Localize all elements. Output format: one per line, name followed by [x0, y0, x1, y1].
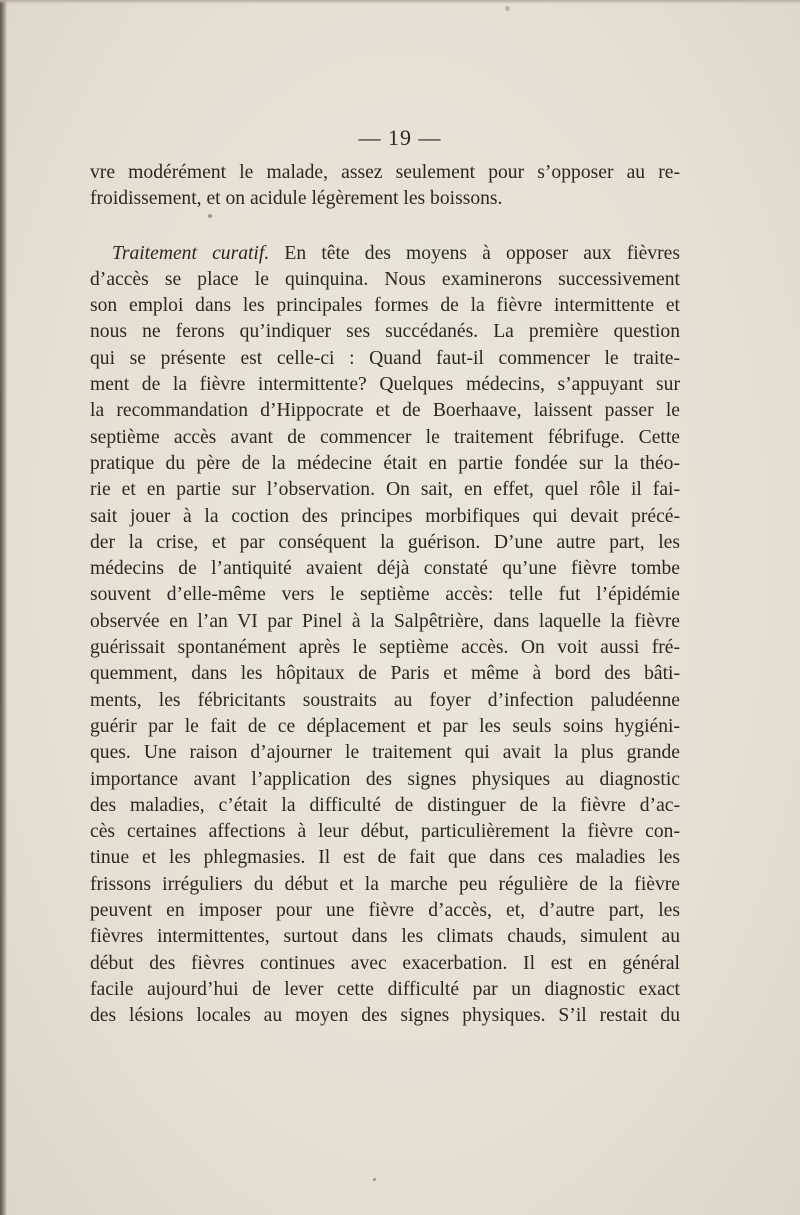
text-line: ments, les fébricitants soustraits au foyer d’infection paludéenne	[90, 689, 680, 711]
ink-speck	[505, 6, 510, 11]
text-line: qui se présente est celle-ci : Quand faut-il commencer le traite-	[90, 347, 680, 369]
page-top-edge	[0, 0, 800, 4]
text-line: son emploi dans les principales formes de la fièvre intermittente et	[90, 295, 680, 317]
body-text	[90, 160, 680, 1030]
text-line: vre modérément le malade, assez seulement pour s’opposer au re-	[90, 162, 680, 183]
section-heading: Traitement curatif.	[112, 242, 270, 264]
text-line: peuvent en imposer pour une fièvre d’accès, et, d’autre part, les	[90, 900, 680, 922]
text-line: ques. Une raison d’ajourner le traitement qui avait la plus grande	[90, 742, 680, 764]
text-line: observée en l’an VI par Pinel à la Salpêtrière, dans laquelle la fièvre	[90, 610, 680, 632]
paragraph-1	[90, 160, 680, 213]
text-line: guérissait spontanément après le septième accès. On voit aussi fré-	[90, 637, 680, 659]
text-line: rie et en partie sur l’observation. On sait, en effet, quel rôle il fai-	[90, 479, 680, 501]
text-line: septième accès avant de commencer le traitement fébrifuge. Cette	[90, 426, 680, 448]
paragraph-2	[90, 241, 680, 1030]
text-line: d’accès se place le quinquina. Nous examinerons successivement	[90, 268, 680, 290]
text-line: souvent d’elle-même vers le septième accès: telle fut l’épidémie	[90, 584, 680, 606]
text-line: pratique du père de la médecine était en partie fondée sur la théo-	[90, 452, 680, 474]
text-line-first	[90, 241, 680, 267]
text-line: froidissement, et on acidule légèrement les boissons.	[90, 188, 503, 210]
paragraph-gap	[90, 213, 680, 241]
text-line: début des fièvres continues avec exacerbation. Il est en général	[90, 952, 680, 974]
text-line: la recommandation d’Hippocrate et de Boerhaave, laissent passer le	[90, 400, 680, 422]
text-line: frissons irréguliers du début et la marche peu régulière de la fièvre	[90, 873, 680, 895]
binding-edge	[0, 0, 7, 1215]
text-line: cès certaines affections à leur début, particulièrement la fièvre con-	[90, 821, 680, 843]
text-line: des maladies, c’était la difficulté de distinguer de la fièvre d’ac-	[90, 794, 680, 816]
text-line: guérir par le fait de ce déplacement et par les seuls soins hygiéni-	[90, 715, 680, 737]
text-line: facile aujourd’hui de lever cette difficulté par un diagnostic exact	[90, 978, 680, 1000]
text-fragment: En tête des moyens à opposer aux fièvres	[269, 242, 681, 264]
text-line: nous ne ferons qu’indiquer ses succédanés. La première question	[90, 321, 680, 343]
text-line: sait jouer à la coction des principes morbifiques qui devait précé-	[90, 505, 680, 527]
text-line: ment de la fièvre intermittente? Quelques médecins, s’appuyant sur	[90, 374, 680, 396]
text-line: der la crise, et par conséquent la guérison. D’une autre part, les	[90, 531, 680, 553]
ink-speck	[208, 214, 212, 218]
text-line: tinue et les phlegmasies. Il est de fait que dans ces maladies les	[90, 847, 680, 869]
text-line: importance avant l’application des signes physiques au diagnostic	[90, 768, 680, 790]
ink-speck	[373, 1178, 376, 1181]
text-line: quemment, dans les hôpitaux de Paris et même à bord des bâti-	[90, 663, 680, 685]
page-number: — 19 —	[358, 125, 442, 150]
text-line: des lésions locales au moyen des signes physiques. S’il restait du	[90, 1005, 680, 1027]
text-line: médecins de l’antiquité avaient déjà constaté qu’une fièvre tombe	[90, 558, 680, 580]
text-line: fièvres intermittentes, surtout dans les climats chauds, simulent au	[90, 926, 680, 948]
